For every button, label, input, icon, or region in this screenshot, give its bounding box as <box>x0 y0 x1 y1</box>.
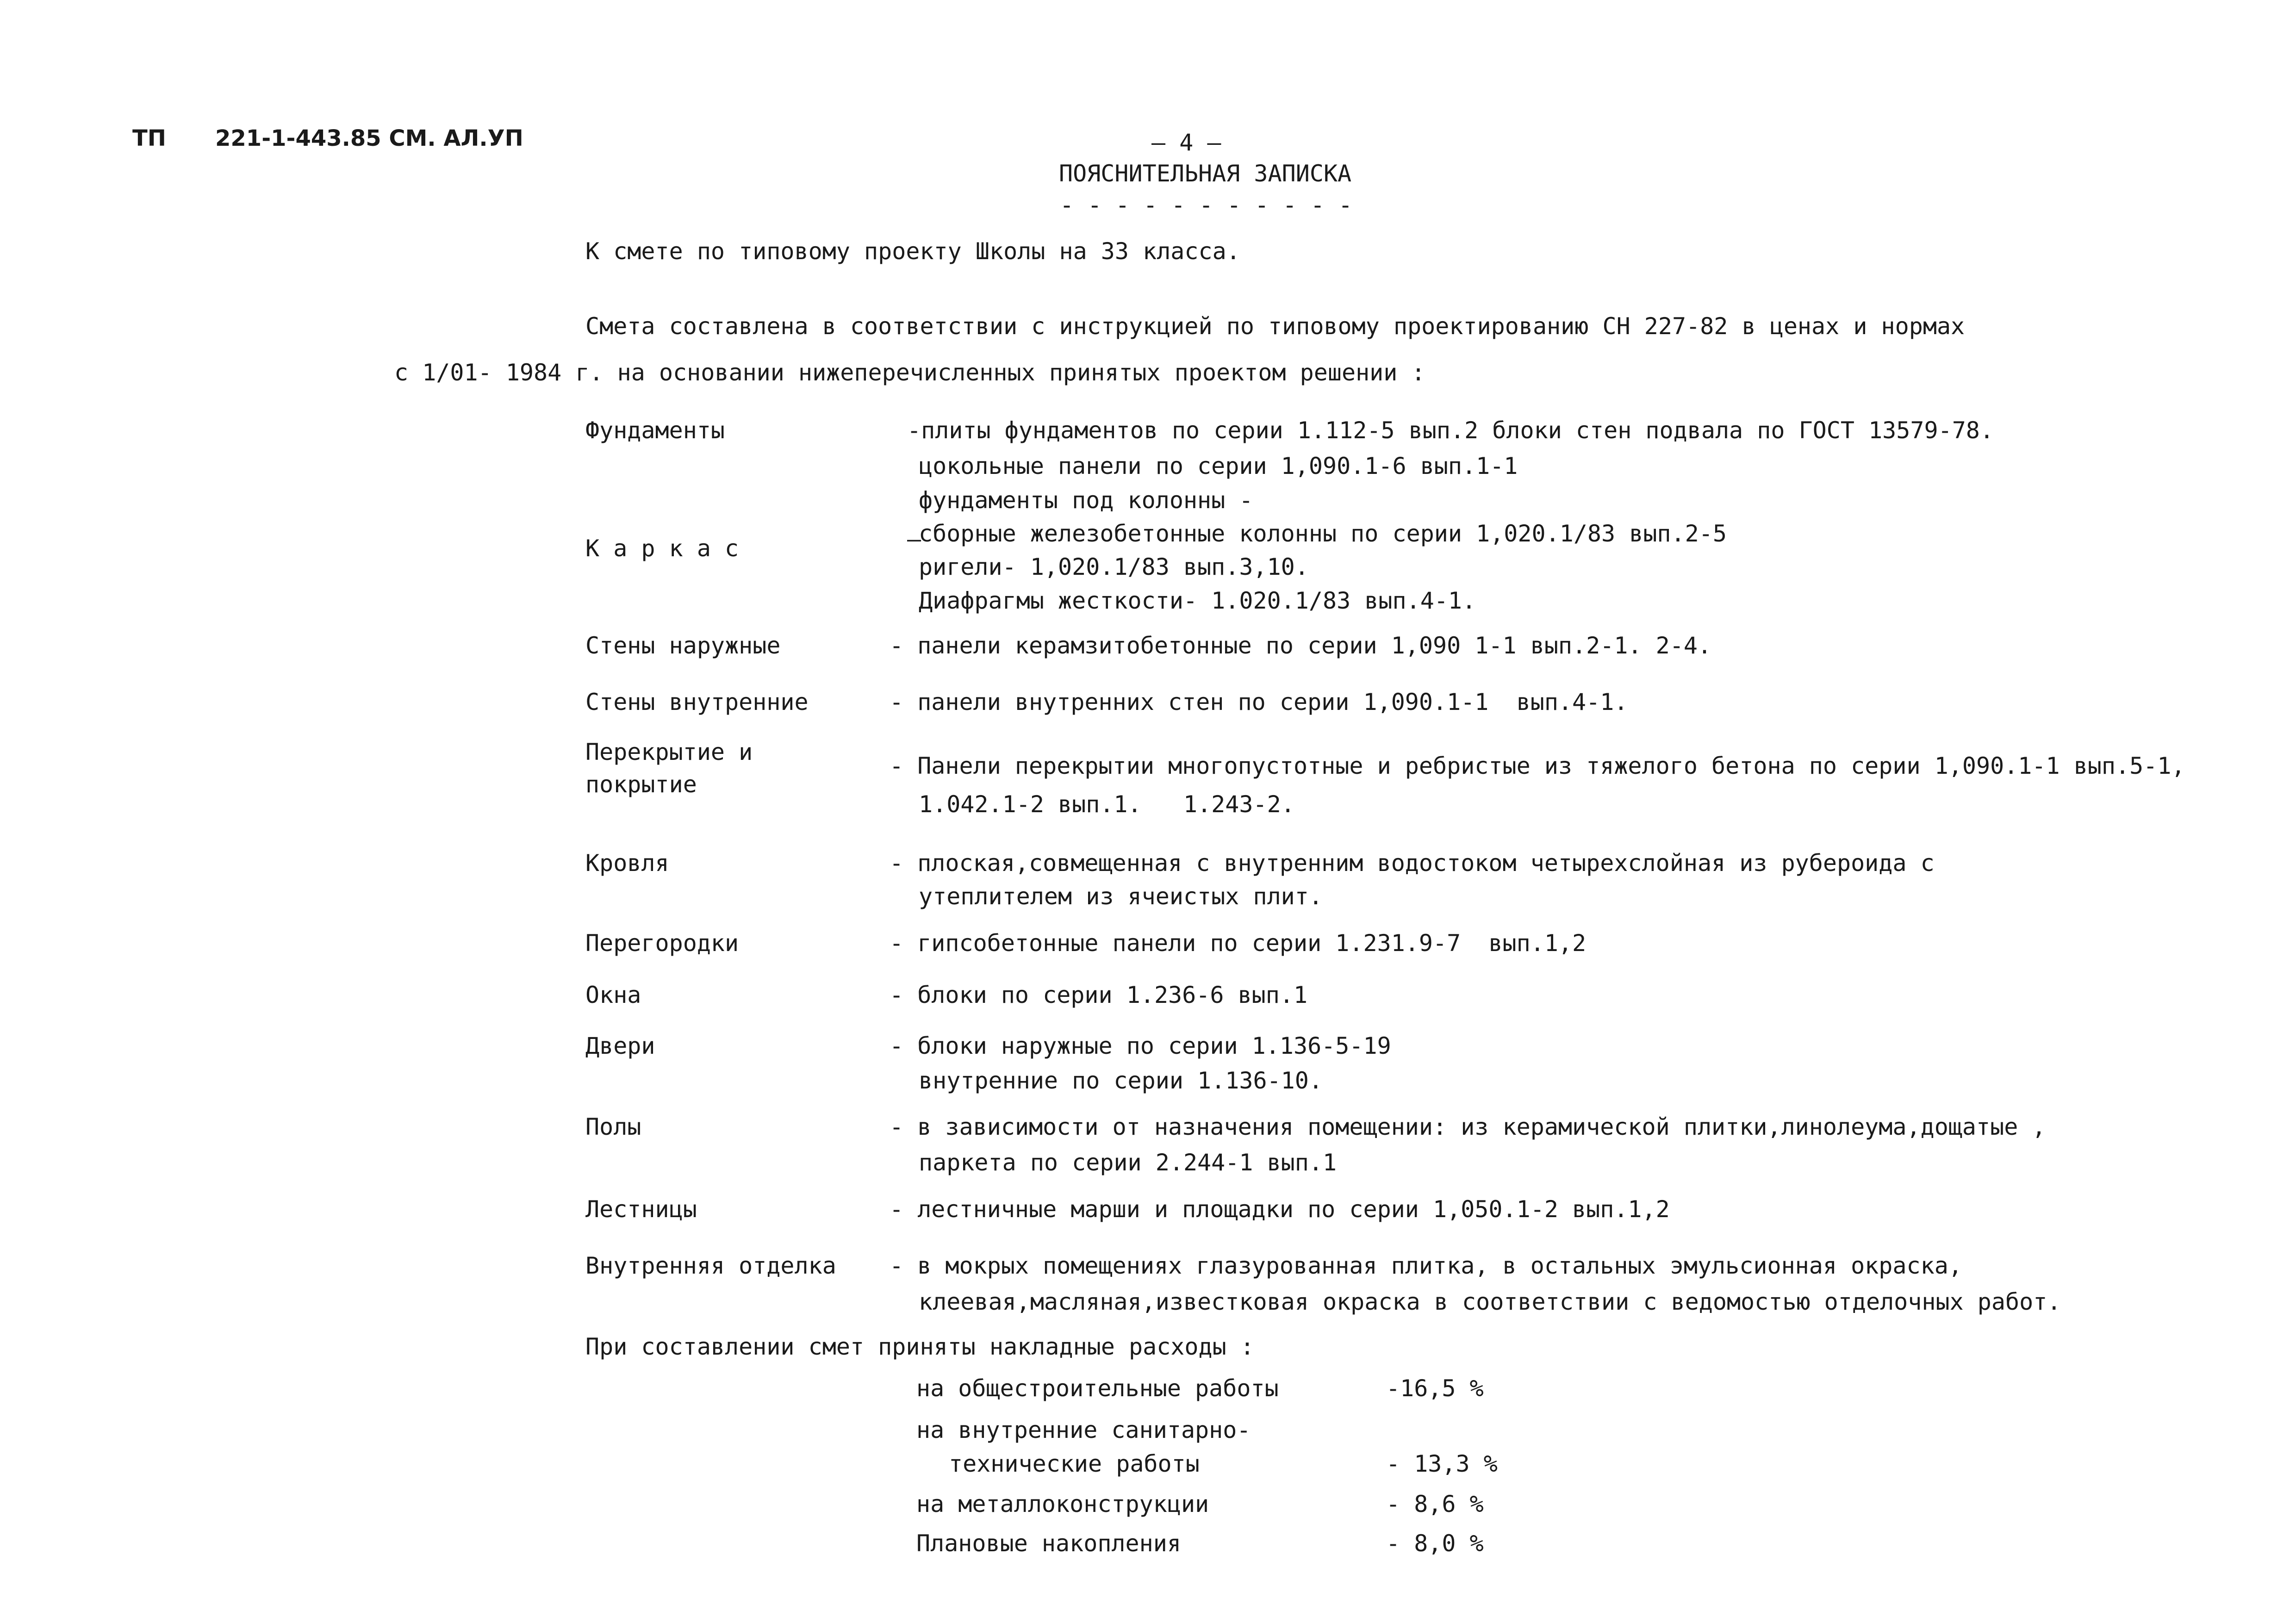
overhead-row-value: - 8,6 % <box>1386 1491 1484 1517</box>
overhead-row-label: на металлоконструкции <box>916 1491 1209 1517</box>
page-number: – 4 – <box>1151 129 1221 156</box>
subtitle: К смете по типовому проекту Школы на 33 класса. <box>585 238 1240 265</box>
overhead-row-value: - 8,0 % <box>1386 1530 1484 1557</box>
section-line: - блоки наружные по серии 1.136-5-19 <box>890 1032 1391 1059</box>
section-line: - панели внутренних стен по серии 1,090.1-1 вып.4-1. <box>890 689 1628 715</box>
section-label-stairs: Лестницы <box>585 1196 697 1223</box>
intro-line-2: с 1/01- 1984 г. на основании нижеперечисленных принятых проектом решении : <box>394 359 1425 386</box>
section-line: Диафрагмы жесткости- 1.020.1/83 вып.4-1. <box>919 587 1476 614</box>
section-line: сборные железобетонные колонны по серии 1,020.1/83 вып.2-5 <box>919 520 1727 547</box>
section-line: - плоская,совмещенная с внутренним водостоком четырехслойная из рубероида с <box>890 850 1935 877</box>
frame-dash: – <box>907 526 921 553</box>
section-label-exterior-walls: Стены наружные <box>585 632 781 659</box>
section-label-floors: Полы <box>585 1113 641 1140</box>
section-line: 1.042.1-2 вып.1. 1.243-2. <box>919 791 1295 818</box>
overhead-row-label: Плановые накопления <box>916 1530 1181 1557</box>
section-label-windows: Окна <box>585 982 641 1008</box>
section-line: - Панели перекрытии многопустотные и ребристые из тяжелого бетона по серии 1,090.1-1 вып.5-1, <box>890 752 2185 779</box>
overhead-row-value: - 13,3 % <box>1386 1450 1498 1477</box>
section-label-interior-walls: Стены внутренние <box>585 689 809 715</box>
section-label-interior-finish: Внутренняя отделка <box>585 1252 836 1279</box>
section-line: - в мокрых помещениях глазурованная плитка, в остальных эмульсионная окраска, <box>890 1252 1962 1279</box>
document-code: 221-1-443.85 СМ. АЛ.УП <box>215 125 523 151</box>
title-underline: - - - - - - - - - - - <box>1060 192 1353 218</box>
section-line: утеплителем из ячеистых плит. <box>919 883 1323 910</box>
section-label-roofing: Кровля <box>585 850 669 877</box>
section-line: паркета по серии 2.244-1 вып.1 <box>919 1149 1337 1176</box>
section-label-foundations: Фундаменты <box>585 417 725 444</box>
overhead-intro: При составлении смет приняты накладные расходы : <box>585 1333 1254 1360</box>
section-line: - панели керамзитобетонные по серии 1,090 1-1 вып.2-1. 2-4. <box>890 632 1712 659</box>
section-line: - лестничные марши и площадки по серии 1,050.1-2 вып.1,2 <box>890 1196 1670 1223</box>
section-line: внутренние по серии 1.136-10. <box>919 1067 1323 1094</box>
section-line: -плиты фундаментов по серии 1.112-5 вып.2 блоки стен подвала по ГОСТ 13579-78. <box>907 417 1994 444</box>
section-line: - гипсобетонные панели по серии 1.231.9-7 вып.1,2 <box>890 930 1587 957</box>
section-line: - в зависимости от назначения помещении: из керамической плитки,линолеума,дощатые , <box>890 1113 2046 1140</box>
section-line: - блоки по серии 1.236-6 вып.1 <box>890 982 1308 1008</box>
overhead-row-label: на внутренние санитарно- <box>916 1417 1251 1443</box>
section-label-frame: К а р к а с <box>585 535 739 562</box>
intro-line-1: Смета составлена в соответствии с инструкцией по типовому проектированию СН 227-82 в ценах и нормах <box>585 313 1965 340</box>
series-prefix: ТП <box>132 125 166 151</box>
section-label-partitions: Перегородки <box>585 930 739 957</box>
overhead-row-label-2: технические работы <box>949 1450 1200 1477</box>
overhead-row-label: на общестроительные работы <box>916 1375 1279 1402</box>
section-label-doors: Двери <box>585 1032 655 1059</box>
section-line: клеевая,масляная,известковая окраска в соответствии с ведомостью отделочных работ. <box>919 1288 2061 1315</box>
page-title: ПОЯСНИТЕЛЬНАЯ ЗАПИСКА <box>1059 160 1352 187</box>
section-label-floors-roof: Перекрытие и <box>585 739 753 765</box>
overhead-row-value: -16,5 % <box>1386 1375 1484 1402</box>
section-line: ригели- 1,020.1/83 вып.3,10. <box>919 553 1309 580</box>
section-label-floors-roof-2: покрытие <box>585 771 697 798</box>
section-line: цокольные панели по серии 1,090.1-6 вып.1-1 <box>919 453 1518 479</box>
section-line: фундаменты под колонны - <box>919 487 1253 514</box>
